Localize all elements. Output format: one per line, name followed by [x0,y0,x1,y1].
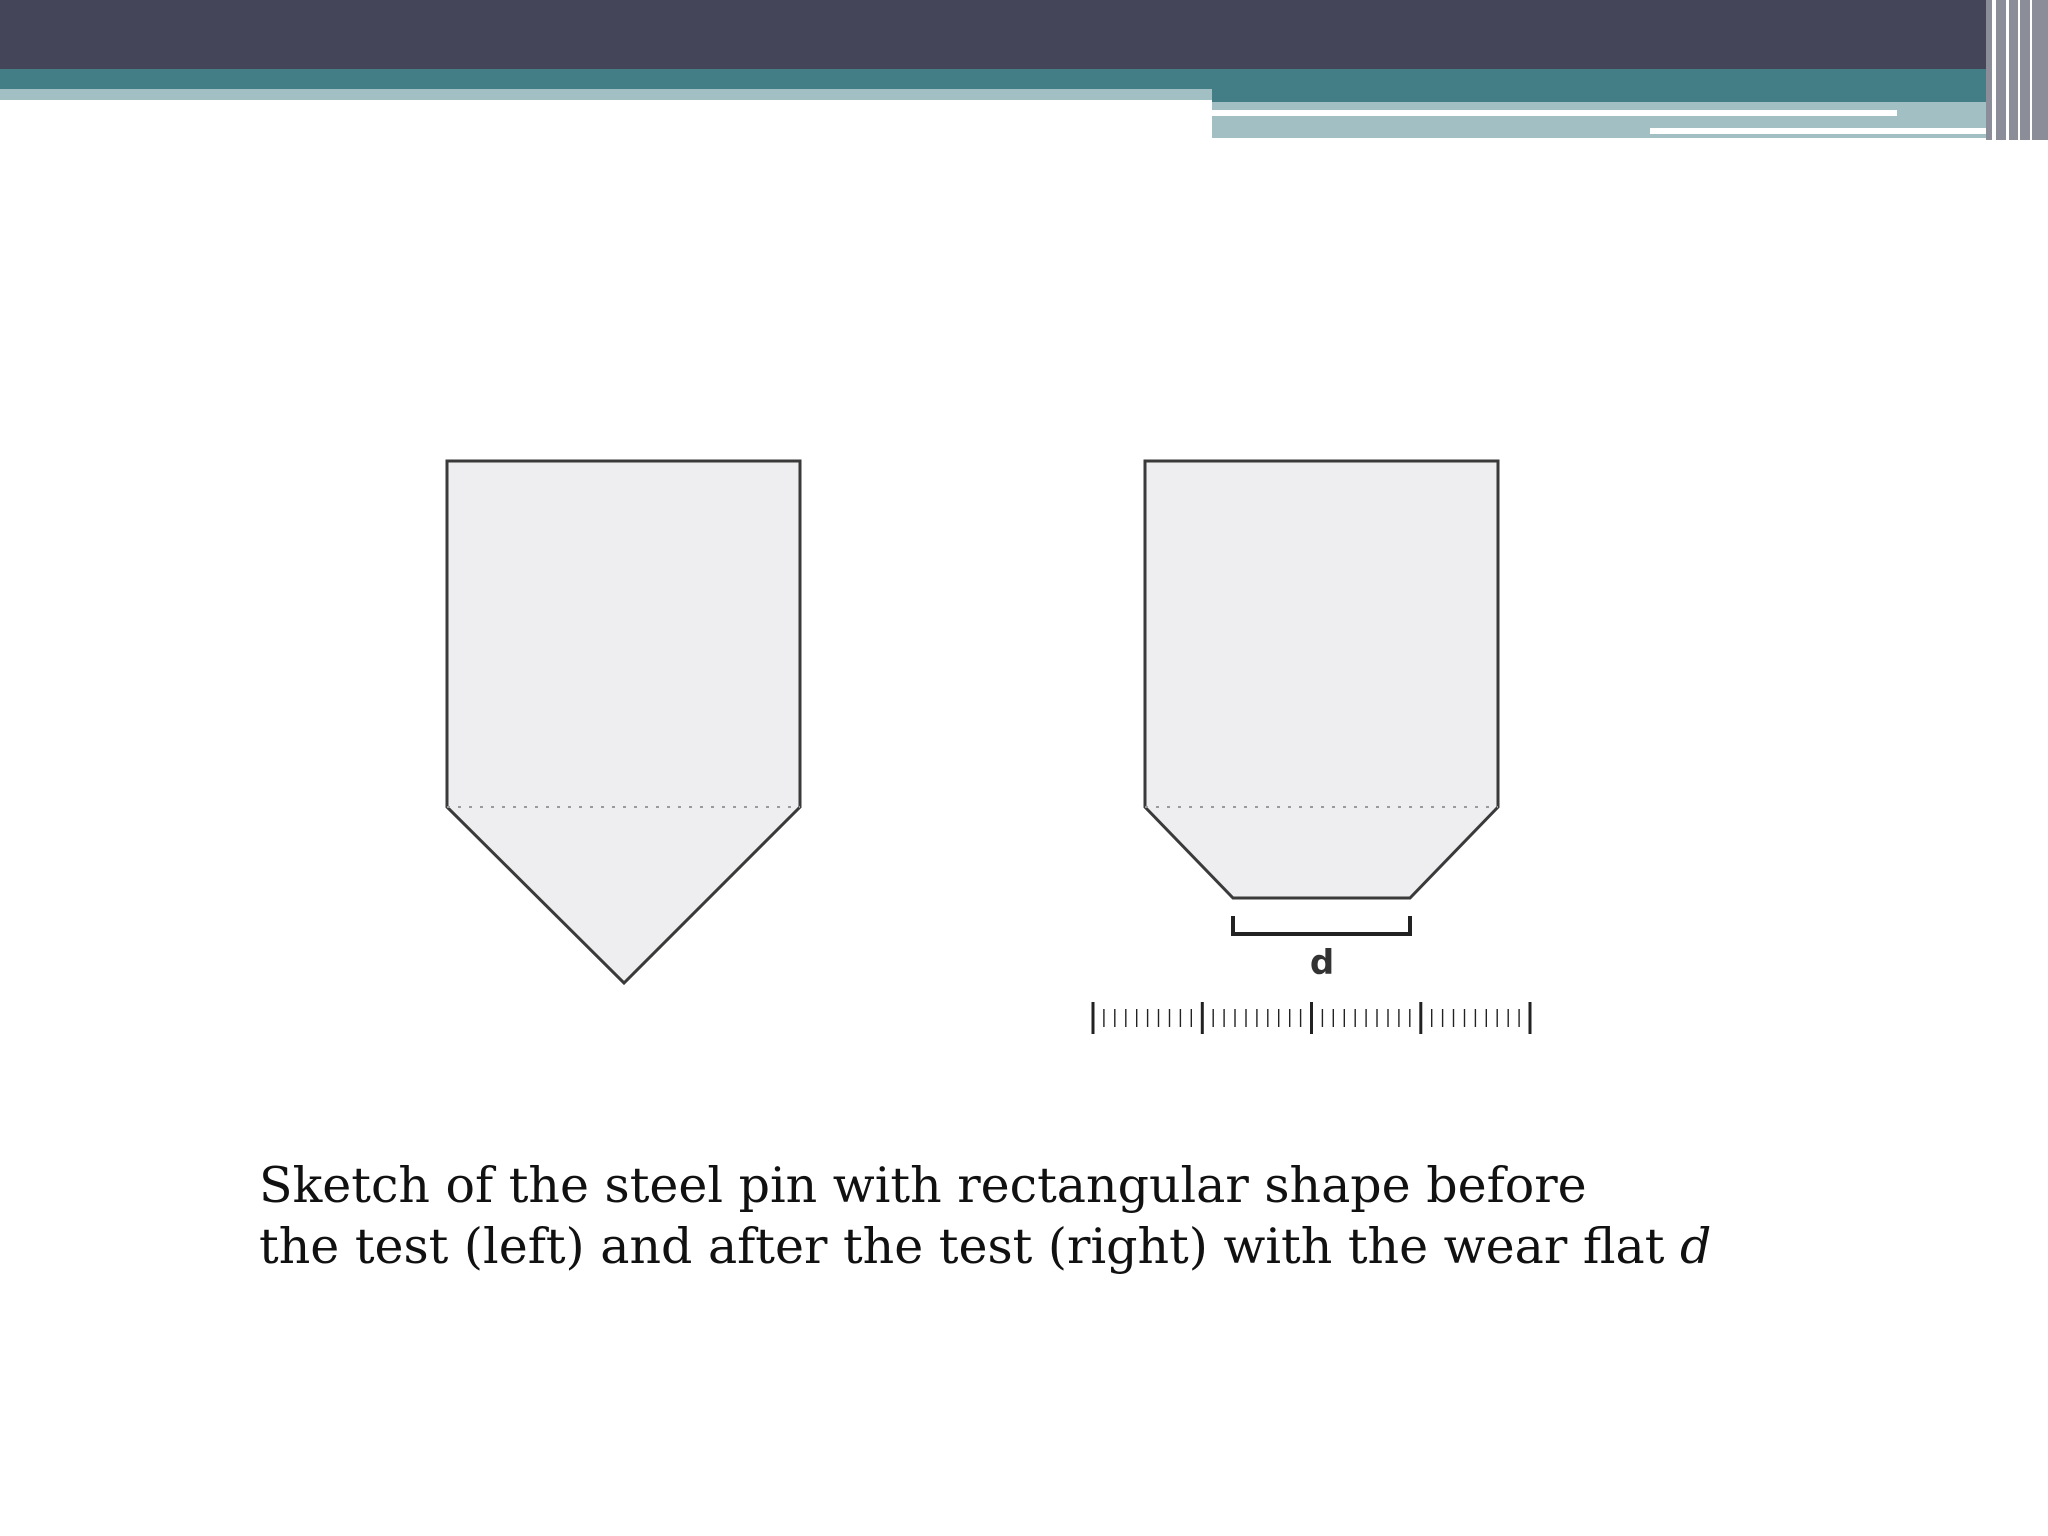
caption-line-1: Sketch of the steel pin with rectangular shape before [259,1157,1587,1214]
caption-symbol-d: d [1680,1218,1712,1275]
figure-caption [259,1155,1759,1277]
caption-line-2 [259,1216,1759,1277]
steel-pin-before [447,461,800,983]
wear-flat-label: d [1309,943,1335,983]
pin-before-outline [447,461,800,983]
wear-flat-bracket [1233,916,1410,934]
scale-bar [1093,1002,1530,1034]
caption-line-2-text: the test (left) and after the test (right) with the wear flat [259,1218,1680,1275]
pin-after-outline [1145,461,1498,898]
steel-pin-after [1145,461,1498,898]
